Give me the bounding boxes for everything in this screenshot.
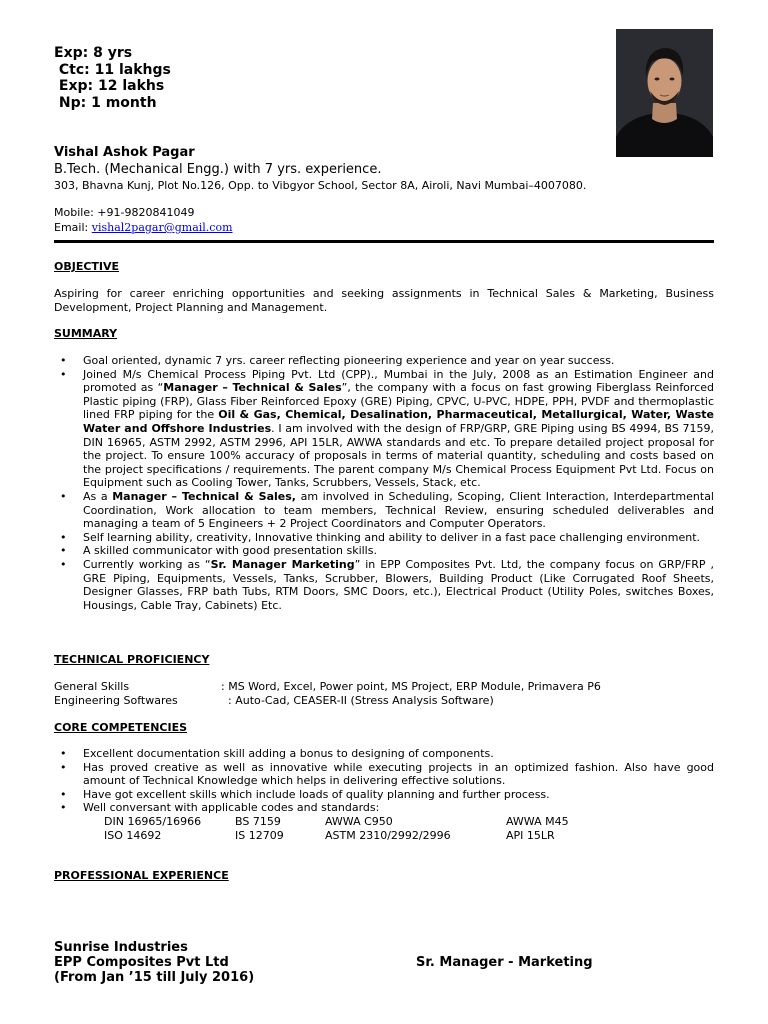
code-cell: API 15LR	[506, 829, 555, 842]
candidate-name: Vishal Ashok Pagar	[54, 145, 195, 160]
list-item: • Joined M/s Chemical Process Piping Pvt. Ltd (CPP)., Mumbai in the July, 2008 as an Estimation Engineer and promoted as “Manager – Technical & Sales”, the company with a focus on fast growing Fiberglass Reinforced Plastic piping (FRP), Glass Fiber Reinforced Epoxy (GRE) Piping, CPVC, U-PVC, HDPE, PPH, PVDF and thermoplastic lined FRP piping for the Oil & Gas, Chemical, Desalination, Pharmaceutical, Metallurgical, Water, Waste Water and Offshore Industries. I am involved with the design of FRP/GRP, GRE Piping using BS 4994, BS 7159, DIN 16965, ASTM 2992, ASTM 2996, API 15LR, AWWA standards and etc. To prepare detailed project proposal for the project. To ensure 100% accuracy of proposals in terms of material quantity, scheduling and costs based on the project specifications / requirements. The parent company M/s Chemical Process Equipment Pvt Ltd. Focus on Equipment such as Cooling Tower, Tanks, Scrubbers, Vessels, Stack, etc.	[60, 367, 714, 490]
bullet-icon: •	[60, 367, 67, 381]
header-divider	[54, 240, 714, 243]
bullet-icon: •	[60, 801, 67, 815]
code-cell: BS 7159	[235, 815, 281, 828]
code-cell: AWWA M45	[506, 815, 569, 828]
core-list	[54, 747, 714, 815]
email-link[interactable]: vishal2pagar@gmail.com	[91, 221, 233, 234]
header-ctc: Ctc: 11 lakhgs	[54, 62, 171, 78]
summary-heading: SUMMARY	[54, 327, 118, 340]
email-line	[54, 221, 233, 234]
list-item: • A skilled communicator with good presentation skills.	[60, 544, 377, 558]
list-item: • Well conversant with applicable codes and standards:	[60, 801, 380, 815]
technical-heading: TECHNICAL PROFICIENCY	[54, 653, 210, 666]
profile-photo	[616, 29, 713, 157]
degree-line: B.Tech. (Mechanical Engg.) with 7 yrs. experience.	[54, 162, 382, 177]
header-expected: Exp: 12 lakhs	[54, 78, 165, 94]
header-notice-period: Np: 1 month	[54, 95, 157, 111]
address: 303, Bhavna Kunj, Plot No.126, Opp. to Vibgyor School, Sector 8A, Airoli, Navi Mumbai–4007080.	[54, 179, 587, 192]
objective-text: Aspiring for career enriching opportunities and seeking assignments in Technical Sales & Marketing, Business Development, Project Planning and Management.	[54, 287, 714, 314]
core-heading: CORE COMPETENCIES	[54, 721, 188, 734]
list-item: • Currently working as “Sr. Manager Marketing” in EPP Composites Pvt. Ltd, the company focus on GRP/FRP , GRE Piping, Equipments, Vessels, Tanks, Scrubber, Blowers, Building Product (Like Corrugated Roof Sheets, Designer Glasses, FRP bath Tubs, RTM Doors, SMC Doors, etc.), Electrical Product (Utility Poles, switches Boxes, Housings, Cable Tray, Cabinets) Etc.	[60, 557, 714, 612]
experience-heading: PROFESSIONAL EXPERIENCE	[54, 869, 229, 882]
code-cell: IS 12709	[235, 829, 284, 842]
employment-period: (From Jan ’15 till July 2016)	[54, 970, 255, 985]
header-exp: Exp: 8 yrs	[54, 45, 133, 61]
code-cell: DIN 16965/16966	[104, 815, 202, 828]
code-cell: ASTM 2310/2992/2996	[325, 829, 451, 842]
bullet-icon: •	[60, 354, 67, 367]
bullet-icon: •	[60, 557, 67, 571]
list-item: • Self learning ability, creativity, Innovative thinking and ability to deliver in a fast pace challenging environment.	[60, 530, 701, 544]
bullet-icon: •	[60, 489, 67, 503]
tech-value-general: : MS Word, Excel, Power point, MS Project, ERP Module, Primavera P6	[221, 680, 601, 693]
bullet-icon: •	[60, 760, 67, 774]
email-label: Email:	[54, 221, 92, 234]
list-item: • Have got excellent skills which include loads of quality planning and further process.	[60, 787, 550, 801]
list-item: • Excellent documentation skill adding a bonus to designing of components.	[60, 747, 494, 760]
bullet-icon: •	[60, 544, 67, 558]
person-portrait-icon	[616, 29, 713, 157]
job-title: Sr. Manager - Marketing	[416, 955, 593, 970]
tech-label-engineering: Engineering Softwares	[54, 694, 178, 707]
company-sunrise: Sunrise Industries	[54, 940, 188, 955]
list-item: • As a Manager – Technical & Sales, am involved in Scheduling, Scoping, Client Interaction, Interdepartmental Coordination, Work allocation to team members, Technical Review, ensuring scheduled deliverables and managing a team of 5 Engineers + 2 Project Coordinators and Computer Operators.	[60, 489, 714, 531]
summary-list	[54, 354, 714, 612]
company-epp: EPP Composites Pvt Ltd	[54, 955, 229, 970]
objective-heading: OBJECTIVE	[54, 260, 120, 273]
mobile: Mobile: +91-9820841049	[54, 206, 195, 219]
tech-label-general: General Skills	[54, 680, 130, 693]
code-cell: ISO 14692	[104, 829, 162, 842]
list-item: • Has proved creative as well as innovative while executing projects in an optimized fashion. Also have good amount of Technical Knowledge which helps in delivering effective solutions.	[60, 760, 714, 788]
bullet-icon: •	[60, 747, 67, 760]
code-cell: AWWA C950	[325, 815, 393, 828]
bullet-icon: •	[60, 787, 67, 801]
tech-value-engineering: : Auto-Cad, CEASER-II (Stress Analysis Software)	[228, 694, 494, 707]
bullet-icon: •	[60, 530, 67, 544]
list-item: • Goal oriented, dynamic 7 yrs. career reflecting pioneering experience and year on year success.	[60, 354, 615, 367]
